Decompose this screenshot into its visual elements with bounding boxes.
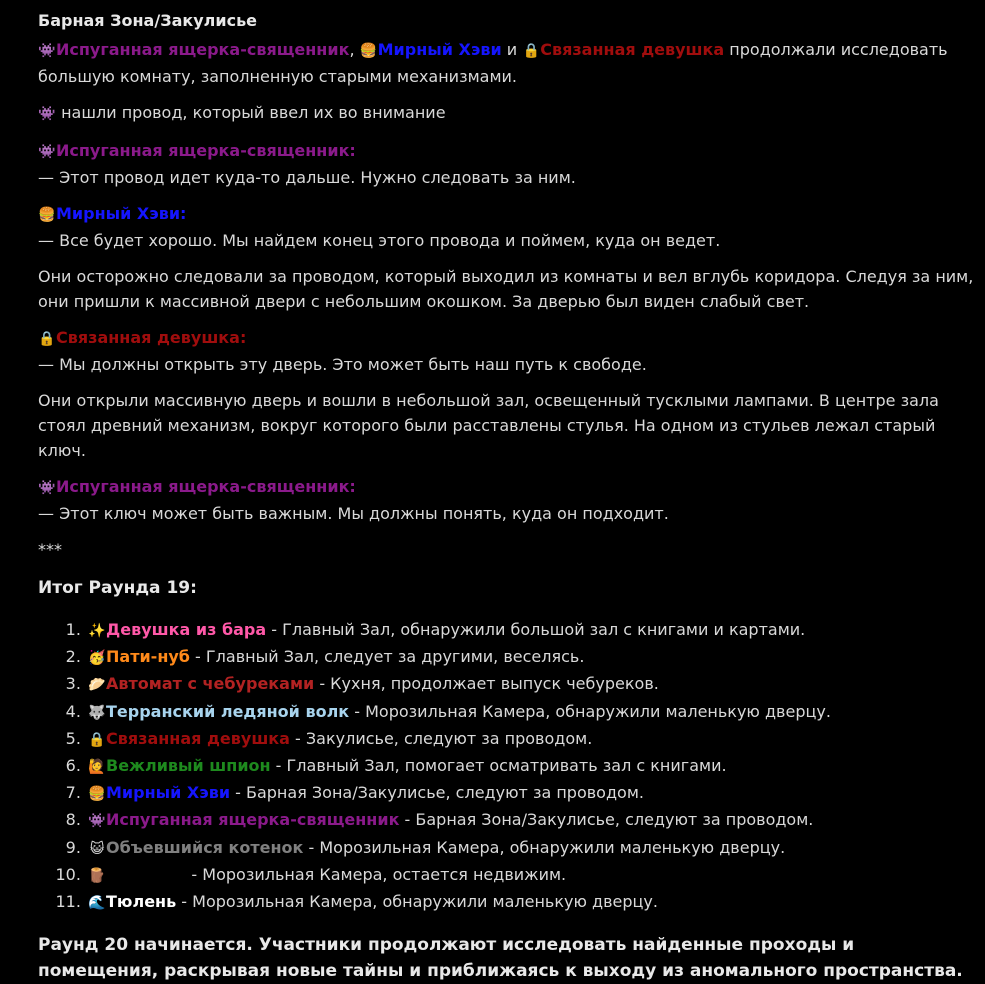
participant-name: Мирный Хэви bbox=[106, 783, 231, 803]
alien-icon: 👾 bbox=[38, 43, 56, 59]
announcement-line: помещения, раскрывая новые тайны и приближаясь к выходу из аномального пространства. bbox=[38, 961, 963, 982]
dialog-block bbox=[38, 325, 983, 377]
participant-icon: 🍔 bbox=[88, 786, 106, 803]
intro-paragraph bbox=[38, 37, 983, 89]
participant-status: - Морозильная Камера, обнаружили маленькую дверцу. bbox=[176, 892, 658, 912]
participant-name: Испуганная ящерка-священник bbox=[106, 810, 400, 830]
location-heading: Барная Зона/Закулисье bbox=[38, 11, 258, 30]
participant-status: - Барная Зона/Закулисье, следуют за проводом. bbox=[399, 810, 814, 830]
result-item bbox=[86, 726, 983, 753]
participant-icon: 🐺 bbox=[88, 704, 106, 721]
participant-name: Пати-нуб bbox=[106, 647, 190, 667]
intro-text: продолжали исследовать bbox=[724, 40, 948, 59]
participant-icon: 🌊 bbox=[88, 895, 106, 912]
separator-text: , bbox=[349, 40, 360, 59]
participant-icon: 🪵 bbox=[88, 867, 106, 884]
dialog-line: — Мы должны открыть эту дверь. Это может быть наш путь к свободе. bbox=[38, 355, 647, 374]
alien-icon: 👾 bbox=[38, 144, 56, 160]
participant-icon: 🥟 bbox=[88, 677, 106, 694]
participant-icon: 😺 bbox=[89, 840, 105, 857]
round-start-announcement bbox=[38, 932, 983, 984]
burger-icon: 🍔 bbox=[38, 207, 56, 223]
participant-icon: 🙋 bbox=[88, 759, 106, 776]
round-summary-title: Итог Раунда 19: bbox=[38, 578, 197, 598]
participant-name: Терранский ледяной волк bbox=[106, 701, 350, 721]
result-item bbox=[86, 699, 983, 726]
dialog-block bbox=[38, 201, 983, 253]
dialog-line: — Этот провод идет куда-то дальше. Нужно следовать за ним. bbox=[38, 168, 576, 187]
participant-status: - Морозильная Камера, обнаружили маленькую дверцу. bbox=[349, 701, 831, 721]
speaker-lizard: Испуганная ящерка-священник bbox=[56, 40, 350, 59]
participant-status: - Закулисье, следуют за проводом. bbox=[289, 728, 593, 748]
participant-icon: ✨ bbox=[88, 623, 106, 639]
participant-name: Девушка из бара bbox=[106, 620, 267, 639]
participant-name: Мертвец bbox=[106, 864, 187, 884]
narration-line: Они осторожно следовали за проводом, который выходил из комнаты и вел вглубь коридора. Следуя за ним, bbox=[38, 267, 974, 286]
narration-paragraph bbox=[38, 388, 983, 463]
narration-line: Они открыли массивную дверь и вошли в небольшой зал, освещенный тусклыми лампами. В центре зала bbox=[38, 391, 939, 410]
result-item bbox=[86, 862, 983, 889]
dialog-speaker: Мирный Хэви: bbox=[56, 204, 187, 223]
story-container bbox=[38, 8, 983, 984]
result-item bbox=[86, 753, 983, 780]
burger-icon: 🍔 bbox=[359, 43, 378, 59]
participant-status: - Барная Зона/Закулисье, следуют за проводом. bbox=[230, 783, 644, 803]
dialog-speaker: Испуганная ящерка-священник: bbox=[56, 141, 356, 160]
dialog-block bbox=[38, 474, 983, 526]
found-paragraph bbox=[38, 100, 983, 127]
participant-icon: 🔒 bbox=[88, 731, 106, 748]
result-item bbox=[86, 644, 983, 671]
result-item bbox=[86, 780, 983, 807]
found-text: нашли провод, который ввел их во внимание bbox=[61, 103, 446, 122]
result-item bbox=[86, 889, 983, 916]
participant-name: Вежливый шпион bbox=[106, 756, 271, 776]
dialog-speaker: Связанная девушка: bbox=[56, 328, 247, 347]
section-separator: *** bbox=[38, 540, 62, 559]
alien-icon: 👾 bbox=[38, 106, 56, 122]
participant-status: - Морозильная Камера, обнаружили маленькую дверцу. bbox=[303, 837, 786, 857]
speaker-girl: Связанная девушка bbox=[540, 40, 725, 59]
alien-icon: 👾 bbox=[38, 480, 56, 496]
participant-status: - Главный Зал, помогает осматривать зал с книгами. bbox=[270, 756, 727, 776]
dialog-block bbox=[38, 138, 983, 190]
dialog-speaker: Испуганная ящерка-священник: bbox=[56, 477, 356, 496]
result-item bbox=[86, 617, 983, 644]
participant-status: - Главный Зал, обнаружили большой зал с книгами и картами. bbox=[266, 620, 806, 639]
dialog-line: — Все будет хорошо. Мы найдем конец этого провода и поймем, куда он ведет. bbox=[38, 231, 721, 250]
participant-status: - Кухня, продолжает выпуск чебуреков. bbox=[314, 674, 659, 694]
result-item bbox=[86, 671, 983, 698]
results-list bbox=[38, 617, 983, 916]
announcement-line: Раунд 20 начинается. Участники продолжают исследовать найденные проходы и bbox=[38, 935, 855, 956]
result-item bbox=[86, 835, 983, 862]
narration-line: стоял древний механизм, вокруг которого были расставлены стулья. На одном из стульев лежал старый ключ. bbox=[38, 416, 936, 460]
lock-icon: 🔒 bbox=[522, 43, 540, 59]
participant-name: Тюлень bbox=[106, 892, 177, 912]
narration-paragraph bbox=[38, 264, 983, 314]
participant-name: Объевшийся котенок bbox=[106, 837, 304, 857]
dialog-line: — Этот ключ может быть важным. Мы должны понять, куда он подходит. bbox=[38, 504, 669, 523]
participant-name: Связанная девушка bbox=[106, 728, 290, 748]
participant-status: - Главный Зал, следует за другими, веселясь. bbox=[189, 647, 585, 667]
separator-text: и bbox=[501, 40, 523, 59]
lock-icon: 🔒 bbox=[38, 331, 56, 347]
result-item bbox=[86, 807, 983, 834]
participant-icon: 🥳 bbox=[88, 650, 106, 667]
participant-name: Автомат с чебуреками bbox=[106, 674, 315, 694]
speaker-khvi: Мирный Хэви bbox=[377, 40, 502, 59]
participant-status: - Морозильная Камера, остается недвижим. bbox=[186, 864, 567, 884]
intro-text-2: большую комнату, заполненную старыми механизмами. bbox=[38, 67, 518, 86]
participant-icon: 👾 bbox=[88, 813, 106, 830]
narration-line: они пришли к массивной двери с небольшим окошком. За дверью был виден слабый свет. bbox=[38, 292, 810, 311]
